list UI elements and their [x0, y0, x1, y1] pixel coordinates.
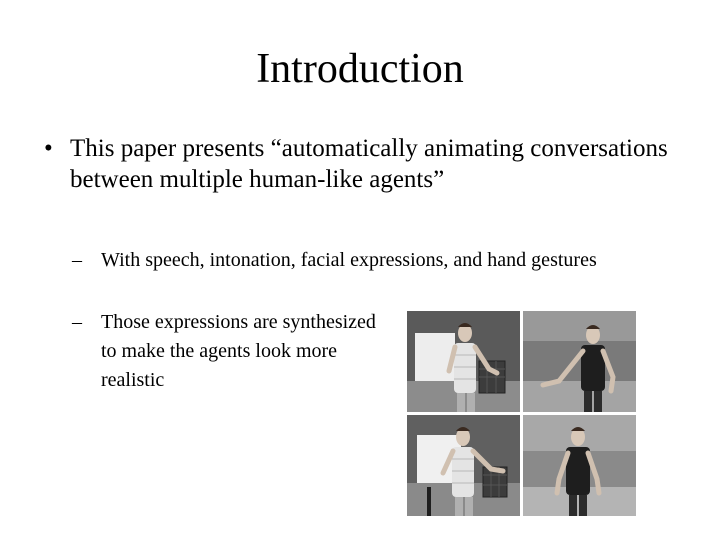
agent-panel-image — [523, 311, 636, 412]
agent-panel-image — [407, 311, 520, 412]
sub-bullet-text: Those expressions are synthesized to make the agents look more realistic — [101, 311, 376, 391]
bullet-text: This paper presents “automatically animating conversations between multiple human-like agents” — [70, 135, 668, 193]
agent-panel-image — [523, 415, 636, 516]
agent-panel-image — [407, 415, 520, 516]
agents-figure — [407, 311, 637, 517]
sub-bullet-marker: – — [72, 311, 82, 333]
bullet-marker: • — [44, 135, 53, 162]
sub-bullet-marker: – — [72, 249, 82, 271]
sub-bullet-text: With speech, intonation, facial expressions, and hand gestures — [101, 249, 597, 271]
slide-title: Introduction — [256, 46, 464, 92]
